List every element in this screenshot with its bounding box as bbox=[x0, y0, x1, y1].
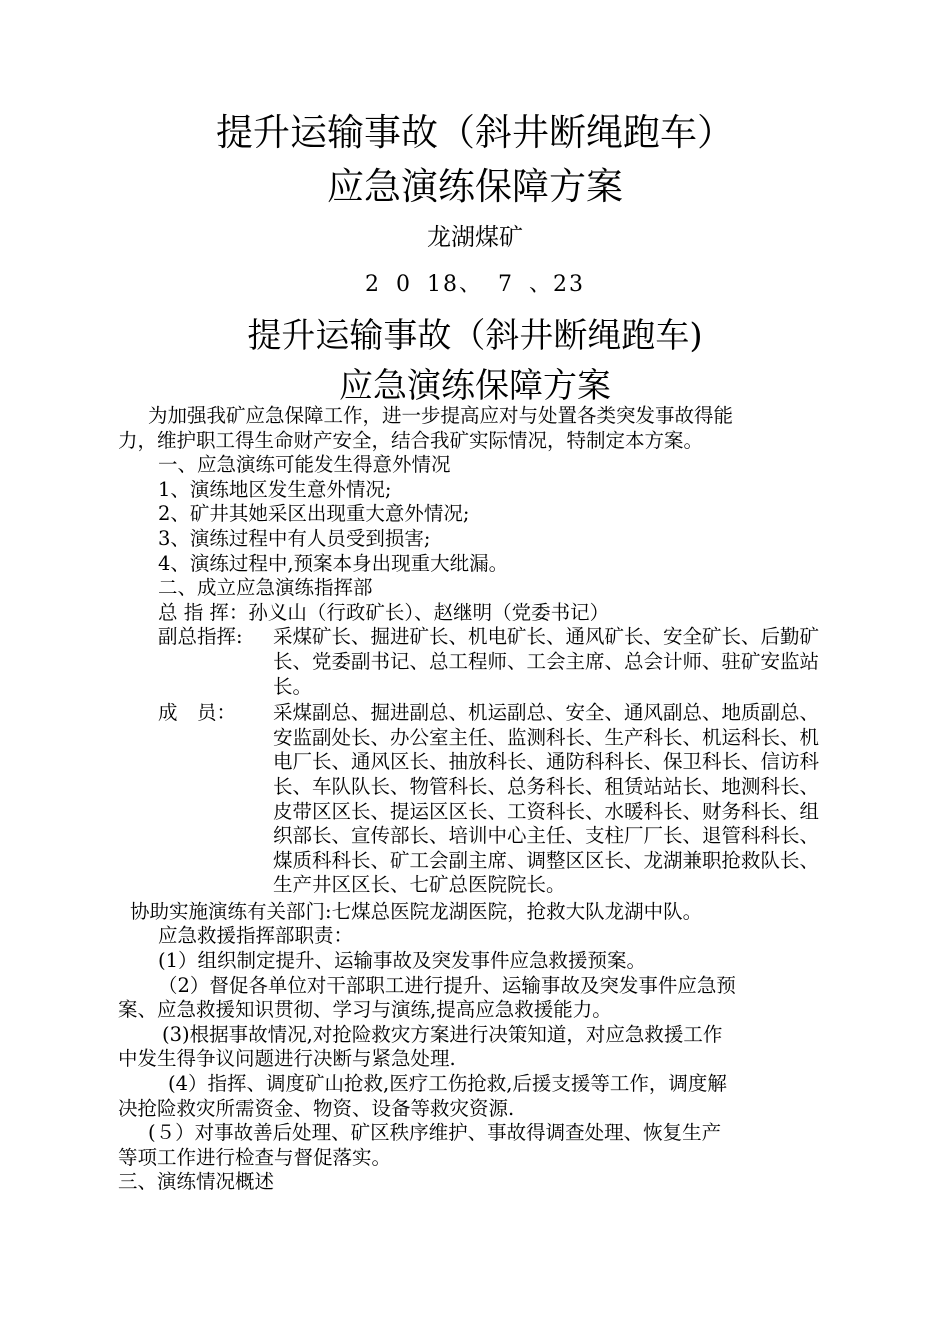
cover-title-line1: 提升运输事故（斜井断绳跑车） bbox=[216, 111, 734, 154]
section1-item: 3、演练过程中有人员受到损害; bbox=[158, 526, 431, 550]
members bbox=[118, 701, 838, 898]
cover-organization: 龙湖煤矿 bbox=[427, 223, 523, 251]
assist-line: 协助实施演练有关部门:七煤总医院龙湖医院，抢救大队龙湖中队。 bbox=[130, 899, 703, 923]
section1-item: 1、演练地区发生意外情况; bbox=[158, 477, 392, 501]
duty-2-line2: 案、应急救援知识贯彻、学习与演练,提高应急救援能力。 bbox=[118, 998, 612, 1022]
deputy-label: 副总指挥: bbox=[158, 625, 243, 649]
members-list: 采煤副总、掘进副总、机运副总、安全、通风副总、地质副总、安监副处长、办公室主任、监测科长、生产科长、机运科长、机电厂长、通风区长、抽放科长、通防科科长、保卫科长、信访科长、车队队长、物管科长、总务科长、租赁站站长、地测科长、皮带区区长、提运区区长、工资科长、水暖科长、财务科长、组织部长、宣传部长、培训中心主任、支柱厂厂长、退管科科长、煤质科科长、矿工会副主席、调整区区长、龙湖兼职抢救队长、生产井区区长、七矿总医院院长。 bbox=[273, 701, 820, 897]
heading-line2: 应急演练保障方案 bbox=[339, 366, 611, 406]
cover-date: 2 0 18、 7 、23 bbox=[365, 272, 585, 297]
heading-line1: 提升运输事故（斜井断绳跑车) bbox=[247, 316, 703, 356]
duty-5-line1: (５）对事故善后处理、矿区秩序维护、事故得调查处理、恢复生产 bbox=[148, 1121, 722, 1145]
duties-heading: 应急救援指挥部职责： bbox=[158, 924, 354, 948]
section1-item: 2、矿井其她采区出现重大意外情况; bbox=[158, 502, 470, 526]
deputy-commanders bbox=[118, 625, 838, 699]
document-body bbox=[118, 404, 838, 1195]
commander-line: 总 指 挥：孙义山（行政矿长）、赵继明（党委书记） bbox=[158, 600, 610, 624]
section1-item: 4、演练过程中,预案本身出现重大纰漏。 bbox=[158, 551, 509, 575]
intro-line2: 力，维护职工得生命财产安全，结合我矿实际情况，特制定本方案。 bbox=[118, 428, 704, 452]
section1-heading: 一、应急演练可能发生得意外情况 bbox=[158, 453, 451, 477]
section2-heading: 二、成立应急演练指挥部 bbox=[158, 576, 373, 600]
duty-3-line2: 中发生得争议问题进行决断与紧急处理. bbox=[118, 1047, 456, 1071]
members-label: 成 员： bbox=[158, 701, 237, 725]
intro-line1: 为加强我矿应急保障工作，进一步提高应对与处置各类突发事故得能 bbox=[148, 404, 734, 427]
section3-heading: 三、演练情况概述 bbox=[118, 1170, 275, 1194]
duty-4-line1: (4）指挥、调度矿山抢救,医疗工伤抢救,后援支援等工作，调度解 bbox=[168, 1072, 727, 1096]
duty-3-line1: (3)根据事故情况,对抢险救灾方案进行决策知道，对应急救援工作 bbox=[162, 1022, 723, 1046]
deputy-list: 采煤矿长、掘进矿长、机电矿长、通风矿长、安全矿长、后勤矿长、党委副书记、总工程师、工会主席、总会计师、驻矿安监站长。 bbox=[273, 625, 820, 698]
duty-5-line2: 等项工作进行检查与督促落实。 bbox=[118, 1145, 392, 1169]
duty-1: (1）组织制定提升、运输事故及突发事件应急救援预案。 bbox=[158, 949, 647, 973]
duty-2-line1: （2）督促各单位对干部职工进行提升、运输事故及突发事件应急预 bbox=[158, 973, 736, 997]
duty-4-line2: 决抢险救灾所需资金、物资、设备等救灾资源. bbox=[118, 1096, 515, 1120]
cover-title-line2: 应急演练保障方案 bbox=[327, 165, 623, 208]
